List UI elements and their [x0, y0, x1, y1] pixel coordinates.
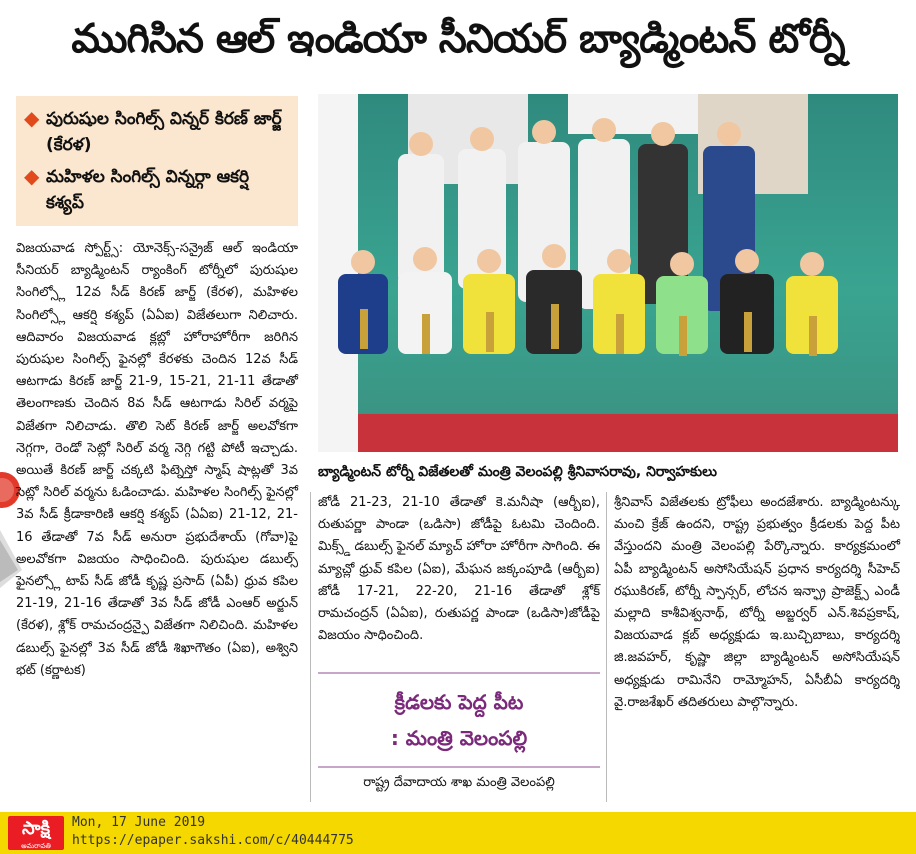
- article-column-2: [318, 492, 600, 647]
- edition-date: Mon, 17 June 2019: [72, 815, 206, 830]
- highlights-box: [16, 96, 298, 226]
- pull-quote-line: : మంత్రి వెలంపల్లి: [390, 726, 528, 750]
- article-text: జోడీ 21-23, 21-10 తేడాతో కె.మనీషా (ఆర్బీఐ), రుతుపర్ణా పాండా (ఒడిసా) జోడీపై ఓటమి చెందింది. మిక్స్డ్ డబుల్స్ ఫైనల్ మ్యాచ్ హోరా హోరీగా సాగింది. ఈ మ్యాచ్లో ధ్రువ్ కపిల (ఏఐ), మేఘన జక్కంపూడి (ఆర్బీఐ) జోడీ 17-21, 22-20, 21-16 తేడాతో శ్లోక్ రామచంద్రన్ (ఏఏఐ), రుతుపర్ణ పాండా (ఒడిసా)జోడీపై విజయం సాధించింది.: [318, 495, 600, 644]
- winners-photo: [318, 94, 898, 452]
- article-column-3: [614, 492, 900, 714]
- diamond-bullet-icon: ◆: [24, 164, 40, 188]
- column-divider: [310, 492, 311, 802]
- article-text: విజయవాడ స్పోర్ట్స్: యోనెక్స్-సన్రైజ్ ఆల్ ఇండియా సీనియర్ బ్యాడ్మింటన్ ర్యాంకింగ్ టోర్నీలో పురుషుల సింగిల్స్లో 12వ సీడ్ కిరణ్ జార్జ్ (కేరళ), మహిళల సింగిల్స్లో ఆకర్షి కశ్యప్ (ఏఏఐ) విజేతలుగా నిలిచారు. ఆదివారం విజయవాడ క్లబ్లో హోరాహోరీగా జరిగిన పురుషుల సింగిల్స్ ఫైనల్లో కేరళకు చెందిన 12వ సీడ్ ఆటగాడు కిరణ్ జార్జ్ 21-9, 15-21, 21-11 తేడాతో తెలంగాణకు చెందిన 8వ సీడ్ ఆటగాడు సిరిల్ వర్మపై విజేతగా నిలిచాడు. తొలి సెట్ కిరణ్ జార్జ్ అలవోకగా నెగ్గగా, రెండో సెట్లో సిరిల్ వర్మ నెగ్గి గట్టి పోటీ ఇచ్చాడు. అయితే కిరణ్ జార్జ్ చక్కటి ఫిట్నెస్తో స్మాష్ షాట్లతో 3వ సెట్లో సిరిల్ వర్మను ఓడించాడు. మహిళల సింగిల్స్ ఫైనల్లో 3వ సీడ్ క్రీడాకారిణి ఆకర్షి కశ్యప్ (ఏఏఐ) 21-12, 21-16 తేడాతో 7వ సీడ్ అనురా ప్రభుదేశాయ్ (గోవా)పై అలవోకగా విజయం సాధించింది. పురుషుల డబుల్స్ ఫైనల్స్లో టాప్ సీడ్ జోడీ కృష్ణ ప్రసాద్ (ఏపీ) ధ్రువ కపిల 21-19, 21-16 తేడాతో 3వ సీడ్ జోడీ ఎంఆర్ అర్జున్ (కేరళ), శ్లోక్ రామచంద్రన్పై విజేతగా నిలిచింది. మహిళల డబుల్స్ ఫైనల్లో 3వ సీడ్ జోడీ శిఖాగౌతం (ఏఐ), అశ్విని భట్ (కర్ణాటక): [16, 241, 298, 678]
- epaper-url-link[interactable]: https://epaper.sakshi.com/c/40444775: [72, 833, 354, 848]
- diamond-bullet-icon: ◆: [24, 106, 40, 130]
- highlight-text: పురుషుల సింగిల్స్ విన్నర్ కిరణ్ జార్జ్ (కేరళ): [46, 109, 282, 155]
- highlight-item: [24, 164, 290, 216]
- column-divider: [606, 492, 607, 802]
- highlight-item: [24, 106, 290, 158]
- article-column-1: [16, 238, 298, 682]
- photo-caption: బ్యాడ్మింటన్ టోర్నీ విజేతలతో మంత్రి వెలంపల్లి శ్రీనివాసరావు, నిర్వాహకులు: [318, 464, 717, 480]
- winners-photo-illustration: [318, 94, 898, 452]
- headline: ముగిసిన ఆల్ ఇండియా సీనియర్ బ్యాడ్మింటన్ టోర్నీ: [71, 16, 845, 62]
- highlight-text: మహిళల సింగిల్స్ విన్నర్గా ఆకర్షి కశ్యప్: [46, 167, 250, 213]
- article-text: శ్రీనివాస్ విజేతలకు ట్రోఫీలు అందజేశారు. బ్యాడ్మింటన్కు మంచి క్రేజ్ ఉందని, రాష్ట్ర ప్రభుత్వం క్రీడలకు పెద్ద పీట వేస్తుందని మంత్రి వెలంపల్లి పేర్కొన్నారు. కార్యక్రమంలో ఏపీ బ్యాడ్మింటన్ అసోసియేషన్ ప్రధాన కార్యదర్శి సీహెచ్ రఘుకిరణ్, టోర్నీ స్పాన్సర్, లోచన ఇన్ఫ్రా ప్రాజెక్ట్స్ ఎండీ మల్లాది కాశీవిశ్వనాథ్, టోర్నీ అబ్జర్వర్ ఎన్.శివప్రకాష్, విజయవాడ క్లబ్ అధ్యక్షుడు ఇ.బుచ్చిబాబు, కార్యదర్శి జి.జవహర్, కృష్ణా జిల్లా బ్యాడ్మింటన్ అసోసియేషన్ అధ్యక్షుడు రామినేని రామ్మోహన్, ఏసీబీఏ కార్యదర్శి వై.రాజశేఖర్ తదితరులు పాల్గొన్నారు.: [614, 495, 900, 710]
- sakshi-logo[interactable]: [8, 816, 64, 850]
- logo-text: సాక్షి: [22, 818, 50, 839]
- pull-quote-line: క్రీడలకు పెద్ద పీట: [394, 690, 524, 714]
- logo-subtext: అమరావతి: [21, 842, 51, 850]
- pull-quote: [318, 672, 600, 768]
- pull-quote-tail-text: రాష్ట్ర దేవాదాయ శాఖ మంత్రి వెలంపల్లి: [363, 775, 555, 790]
- footer-bar: [0, 812, 916, 854]
